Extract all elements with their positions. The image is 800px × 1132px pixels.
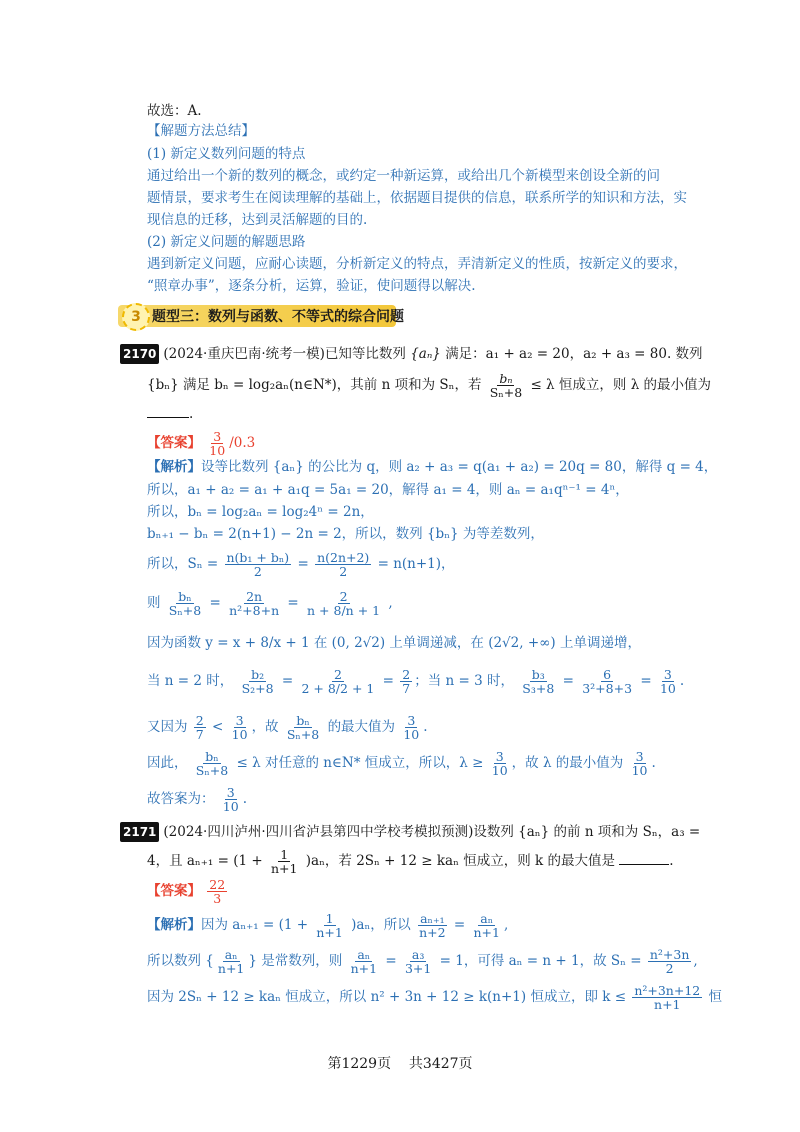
q2170-line-1-rest: 满足：a₁ + a₂ = 20，a₂ + a₃ = 80. 数列 [445,346,703,362]
q2170-solution-7: 因为函数 y = x + 8/x + 1 在 (0, 2√2) 上单调递减，在 (2√2, +∞) 上单调递增， [147,635,641,651]
answer-alt: /0.3 [229,435,256,452]
p1-line-2: 题情景，要求考生在阅读理解的基础上，依据题目提供的信息，联系所学的知识和方法，实 [147,190,687,206]
section-title: 题型三：数列与函数、不等式的综合问题 [152,309,404,325]
question-number-badge: 2171 [120,822,159,842]
q2171-solution-3: 因为 2Sₙ + 12 ≥ kaₙ 恒成立，所以 n² + 3n + 12 ≥ k(n+1) 恒成立，即 k ≤ $\frac{\text{n²+3n+12}}{n+1}$ 恒 [147,983,723,1013]
page-footer [0,1053,800,1073]
solution-tag: 【解析】 [147,459,201,475]
q2170-solution-3: 所以，bₙ = log₂aₙ = log₂4ⁿ = 2n， [147,504,374,520]
p2-line-1: 遇到新定义问题，应耐心读题，分析新定义的特点，弄清新定义的性质，按新定义的要求， [147,256,687,272]
page-total: 共3427页 [408,1056,473,1072]
q2171-line-2: 4，且 aₙ₊₁ = (1 + $\frac{1}{n+1}$ )aₙ，若 2Sₙ + 12 ≥ kaₙ 恒成立，则 k 的最大值是 . [147,847,674,877]
q2171-solution-2: 所以数列 { $\frac{\text{aₙ}}{n+1}$ } 是常数列，则 $\frac{\text{aₙ}}{n+1}$ = $\frac{\text{a₃}}{3+1}$ = 1，可得 aₙ = n + 1，故 Sₙ = $\frac{\text{n²+3n}}{2}$ , [147,947,698,977]
q2170-solution-10: 因此， $\frac{\text{bₙ}}{\text{Sₙ+8}}$ ≤ λ 对任意的 n∈N* 恒成立，所以，λ ≥ $\frac{3}{10}$ ，故 λ 的最小值为 $\frac{3}{10}$ . [147,749,656,779]
q2170-source: (2024·重庆巴南·统考一模)已知等比数列 [163,346,406,362]
fraction: $\frac{\text{bₙ}}{\text{Sₙ+8}}$ [489,371,523,401]
q2170-solution-9: 又因为 $\frac{2}{7}$ < $\frac{3}{10}$ ，故 $\frac{\text{bₙ}}{\text{Sₙ+8}}$ 的最大值为 $\frac{3}{10}$ . [147,713,428,743]
answer-fraction: $\frac{22}{3}$ [209,877,226,907]
answer-fraction: $\frac{3}{10}$ [209,429,226,459]
q2170-line-2 [147,372,711,399]
q2170-line-2-b: ≤ λ 恒成立，则 λ 的最小值为 [530,377,712,394]
q2170-solution-2: 所以，a₁ + a₂ = a₁ + a₁q = 5a₁ = 20，解得 a₁ = 4，则 aₙ = a₁qⁿ⁻¹ = 4ⁿ， [147,482,629,498]
q2170-solution-11: 故答案为： $\frac{3}{10}$ . [147,785,247,815]
q2170-answer [147,430,255,457]
p2-line-2: “照章办事”，逐条分析，运算，验证，使问题得以解决. [147,278,476,294]
q2170-line-1: 2170 (2024·重庆巴南·统考一模)已知等比数列 {aₙ} 满足：a₁ + a₂ = 20，a₂ + a₃ = 80. 数列 [120,344,703,364]
page-number: 第1229页 [327,1056,392,1072]
answer-tag: 【答案】 [147,435,201,452]
answer-tag: 【答案】 [147,883,201,900]
method-heading: 【解题方法总结】 [147,123,255,139]
q2171-line-1: 2171 (2024·四川泸州·四川省泸县第四中学校考模拟预测)设数列 {aₙ} 的前 n 项和为 Sₙ，a₃ = [120,822,700,842]
q2170-solution-5: 所以，Sₙ = $\frac{\text{n(b₁ + bₙ)}}{2}$ = $\frac{n(2n+2)}{2}$ = n(n+1)， [147,550,455,580]
p1-line-3: 现信息的迁移，达到灵活解题的目的. [147,212,368,228]
q2170-solution-6: 则 $\frac{\text{bₙ}}{\text{Sₙ+8}}$ = $\frac{2n}{\text{n²+8+n}}$ = $\frac{2}{n + 8/n + 1}$ , [147,589,393,619]
p1-heading: (1) 新定义数列问题的特点 [147,146,306,162]
question-number-badge: 2170 [120,344,159,364]
q2170-line-2-a: {bₙ} 满足 bₙ = log₂aₙ(n∈N*)，其前 n 项和为 Sₙ，若 [147,377,482,394]
p1-line-1: 通过给出一个新的数列的概念，或约定一种新运算，或给出几个新模型来创设全新的问 [147,168,660,184]
q2171-answer [147,878,229,905]
q2170-solution-4: bₙ₊₁ − bₙ = 2(n+1) − 2n = 2，所以，数列 {bₙ} 为等差数列， [147,526,544,542]
section-number: 3 [122,303,150,331]
q2170-solution-8: 当 n = 2 时， $\frac{\text{b₂}}{\text{S₂+8}}$ = $\frac{2}{2 + 8/2 + 1}$ = $\frac{2}{7}$ ；当 n = 3 时， $\frac{\text{b₃}}{\text{S₃+8}}$ = $\frac{6}{\text{3²+8+3}}$ = $\frac{3}{10}$ . [147,667,685,697]
q2171-solution-1: 【解析】因为 aₙ₊₁ = (1 + $\frac{1}{n+1}$ )aₙ，所以 $\frac{\text{aₙ₊₁}}{n+2}$ = $\frac{\text{aₙ}}{n+1}$ , [147,911,509,941]
p2-heading: (2) 新定义问题的解题思路 [147,234,306,250]
answer-line: 故选：A. [147,103,202,119]
answer-blank: . [147,405,193,423]
q2170-solution-1: 【解析】设等比数列 {aₙ} 的公比为 q，则 a₂ + a₃ = q(a₁ + a₂) = 20q = 80，解得 q = 4， [147,459,718,475]
